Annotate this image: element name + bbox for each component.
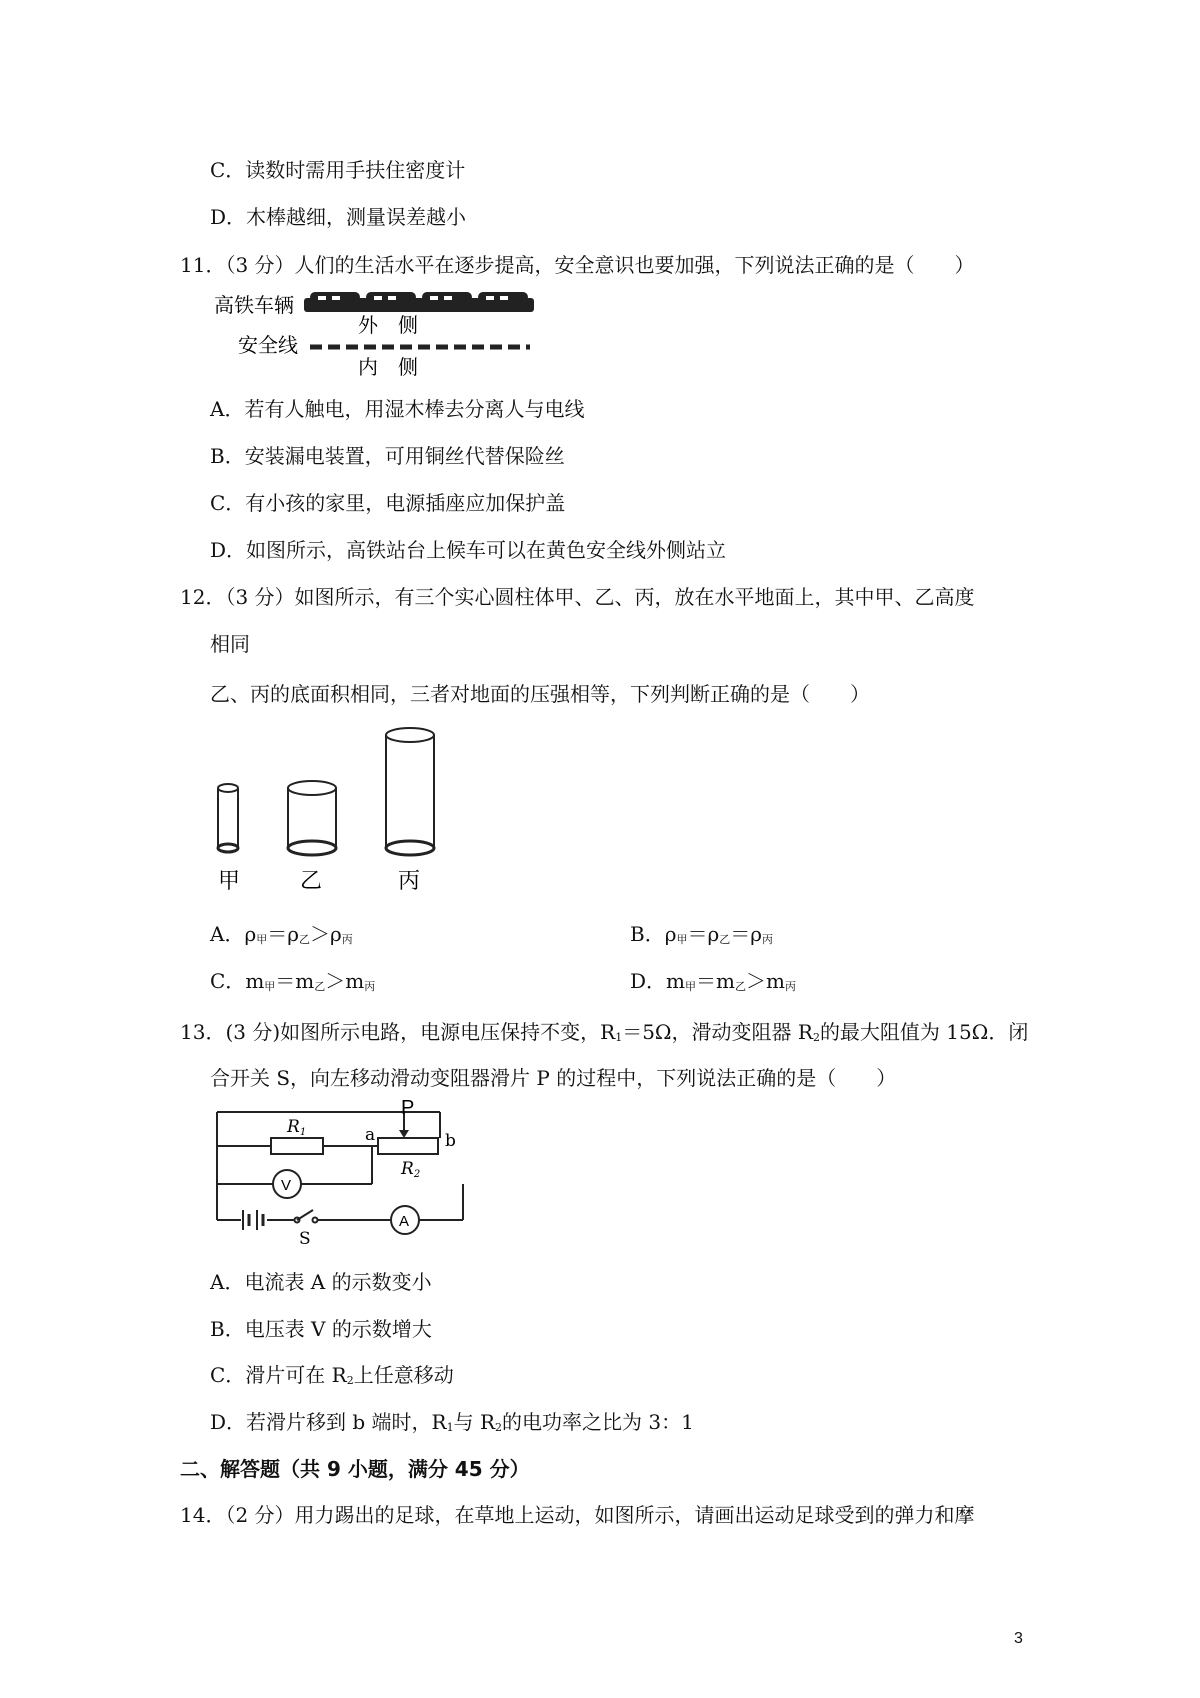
- q13-stem-line2: 合开关 S，向左移动滑动变阻器滑片 P 的过程中，下列说法正确的是（ ）: [210, 1066, 897, 1090]
- inner-side-label: 内 侧: [358, 355, 418, 379]
- outer-side-label: 外 侧: [358, 313, 418, 337]
- q12-option-c: C．$m_甲=m_乙>m_丙$: [210, 969, 376, 993]
- label-a: a: [365, 1125, 376, 1145]
- q13-option-a: A．电流表 A 的示数变小: [210, 1270, 432, 1294]
- q13-option-d: D．若滑片移到 b 端时，$R_1$与 $R_2$的电功率之比为 3：1: [210, 1410, 694, 1434]
- q11-safety-line-figure: [210, 290, 540, 380]
- label-bing: 丙: [398, 869, 421, 894]
- q12-stem-line1: 12．（3 分）如图所示，有三个实心圆柱体甲、乙、丙，放在水平地面上，其中甲、乙高度: [180, 585, 975, 609]
- label-yi: 乙: [300, 869, 323, 894]
- label-jia: 甲: [218, 869, 241, 894]
- label-v: V: [281, 1177, 292, 1194]
- label-r2: R2: [401, 1159, 421, 1180]
- q12-option-a: A．$\rho_甲=\rho_乙>\rho_丙$: [210, 922, 353, 946]
- q13-option-c: C．滑片可在 $R_2$上任意移动: [210, 1363, 454, 1387]
- cylinder-bing: [386, 728, 434, 855]
- q12-option-b: B．$\rho_甲=\rho_乙=\rho_丙$: [630, 922, 773, 946]
- resistor-r1: [271, 1138, 323, 1154]
- q13-stem-line1: 13．(3 分)如图所示电路，电源电压保持不变，$R_1=5\Omega$，滑动变阻器 $R_2$的最大阻值为 15Ω．闭: [180, 1020, 1029, 1044]
- train-cars: [304, 292, 534, 312]
- q12-stem-line2: 相同: [210, 632, 250, 656]
- switch-s: [295, 1210, 318, 1223]
- q11-option-b: B．安装漏电装置，可用铜丝代替保险丝: [210, 444, 565, 468]
- cylinder-yi: [288, 781, 336, 855]
- q12-stem-line3: 乙、丙的底面积相同，三者对地面的压强相等，下列判断正确的是（ ）: [210, 682, 870, 706]
- q14-stem: 14．（2 分）用力踢出的足球，在草地上运动，如图所示，请画出运动足球受到的弹力和摩: [180, 1503, 975, 1527]
- section-2-heading: 二、解答题（共 9 小题，满分 45 分）: [180, 1457, 530, 1481]
- cylinder-jia: [218, 784, 238, 852]
- rheostat-r2: [378, 1138, 438, 1154]
- label-p: P: [401, 1100, 415, 1119]
- battery: [243, 1210, 263, 1230]
- q11-stem: 11．（3 分）人们的生活水平在逐步提高，安全意识也要加强，下列说法正确的是（ ）: [180, 253, 975, 277]
- q10-option-c: C．读数时需用手扶住密度计: [210, 158, 466, 182]
- q10-option-d: D．木棒越细，测量误差越小: [210, 205, 467, 229]
- q13-option-b: B．电压表 V 的示数增大: [210, 1317, 432, 1341]
- page-number: 3: [1014, 1630, 1023, 1647]
- label-b: b: [445, 1131, 456, 1151]
- q12-option-d: D．$m_甲=m_乙>m_丙$: [630, 969, 796, 993]
- q11-option-c: C．有小孩的家里，电源插座应加保护盖: [210, 491, 566, 515]
- label-a-meter: A: [399, 1213, 410, 1230]
- q13-circuit-figure: [205, 1100, 515, 1250]
- label-s: S: [299, 1229, 311, 1249]
- train-label: 高铁车辆: [214, 293, 294, 317]
- label-r1: R1: [287, 1117, 307, 1138]
- q11-option-d: D．如图所示，高铁站台上候车可以在黄色安全线外侧站立: [210, 538, 727, 562]
- q12-cylinders-figure: [200, 725, 460, 900]
- q11-option-a: A．若有人触电，用湿木棒去分离人与电线: [210, 397, 585, 421]
- safety-line-label: 安全线: [238, 333, 298, 357]
